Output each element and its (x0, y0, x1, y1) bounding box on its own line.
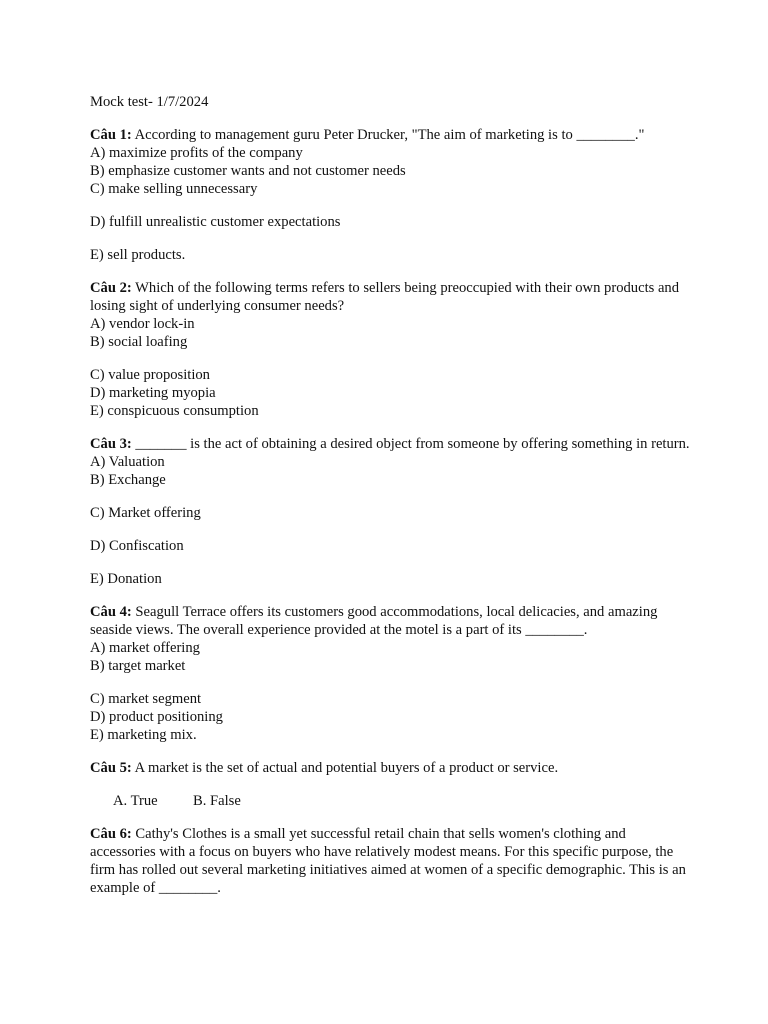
answer-option: E) sell products. (90, 247, 186, 263)
question-body: Cathy's Clothes is a small yet successful retail chain that sells women's clothing and accessories with a focus on buyers who have relatively modest means. For this specific purpose, the firm has rolled out several marketing initiatives aimed at women of a specific demographic. This is an example of ________. (90, 826, 686, 896)
answer-option: A. True (113, 793, 158, 809)
question-text (90, 126, 690, 144)
question-label: Câu 2: (90, 280, 132, 296)
answer-option: B) social loafing (90, 334, 188, 350)
answer-option: D) fulfill unrealistic customer expectations (90, 214, 341, 230)
answer-option: A) maximize profits of the company (90, 145, 303, 161)
answer-option: A) Valuation (90, 454, 165, 470)
question-text (90, 603, 690, 639)
answer-option: E) conspicuous consumption (90, 403, 259, 419)
question-text (90, 825, 690, 897)
answer-option: C) market segment (90, 691, 202, 707)
question-text (90, 435, 690, 453)
document-page (90, 93, 690, 897)
question-1 (90, 126, 690, 264)
question-body: Which of the following terms refers to sellers being preoccupied with their own products and losing sight of underlying consumer needs? (90, 280, 680, 314)
question-2 (90, 279, 690, 420)
answer-option: E) Donation (90, 571, 162, 587)
answer-option: A) market offering (90, 640, 200, 656)
question-text (90, 759, 690, 777)
answer-option: D) product positioning (90, 709, 223, 725)
question-3 (90, 435, 690, 588)
answer-option: B) emphasize customer wants and not customer needs (90, 163, 406, 179)
answer-option: A) vendor lock-in (90, 316, 195, 332)
answer-option: B. False (193, 793, 241, 809)
answer-option: B) Exchange (90, 472, 166, 488)
question-label: Câu 1: (90, 127, 132, 143)
answer-option: B) target market (90, 658, 186, 674)
question-body: Seagull Terrace offers its customers good accommodations, local delicacies, and amazing seaside views. The overall experience provided at the motel is a part of its ________. (90, 604, 658, 638)
answer-option: D) Confiscation (90, 538, 184, 554)
question-label: Câu 3: (90, 436, 132, 452)
question-label: Câu 5: (90, 760, 132, 776)
answer-option: D) marketing myopia (90, 385, 216, 401)
question-label: Câu 4: (90, 604, 132, 620)
answer-option: C) Market offering (90, 505, 201, 521)
true-false-options (90, 792, 690, 810)
question-label: Câu 6: (90, 826, 132, 842)
answer-option: C) value proposition (90, 367, 210, 383)
answer-option: C) make selling unnecessary (90, 181, 258, 197)
question-body: _______ is the act of obtaining a desired object from someone by offering something in return. (131, 436, 690, 452)
document-title: Mock test- 1/7/2024 (90, 94, 209, 110)
answer-option: E) marketing mix. (90, 727, 197, 743)
question-body: A market is the set of actual and potential buyers of a product or service. (131, 760, 559, 776)
question-4 (90, 603, 690, 744)
question-body: According to management guru Peter Drucker, "The aim of marketing is to ________." (131, 127, 645, 143)
question-text (90, 279, 690, 315)
question-5 (90, 759, 690, 810)
question-6 (90, 825, 690, 897)
